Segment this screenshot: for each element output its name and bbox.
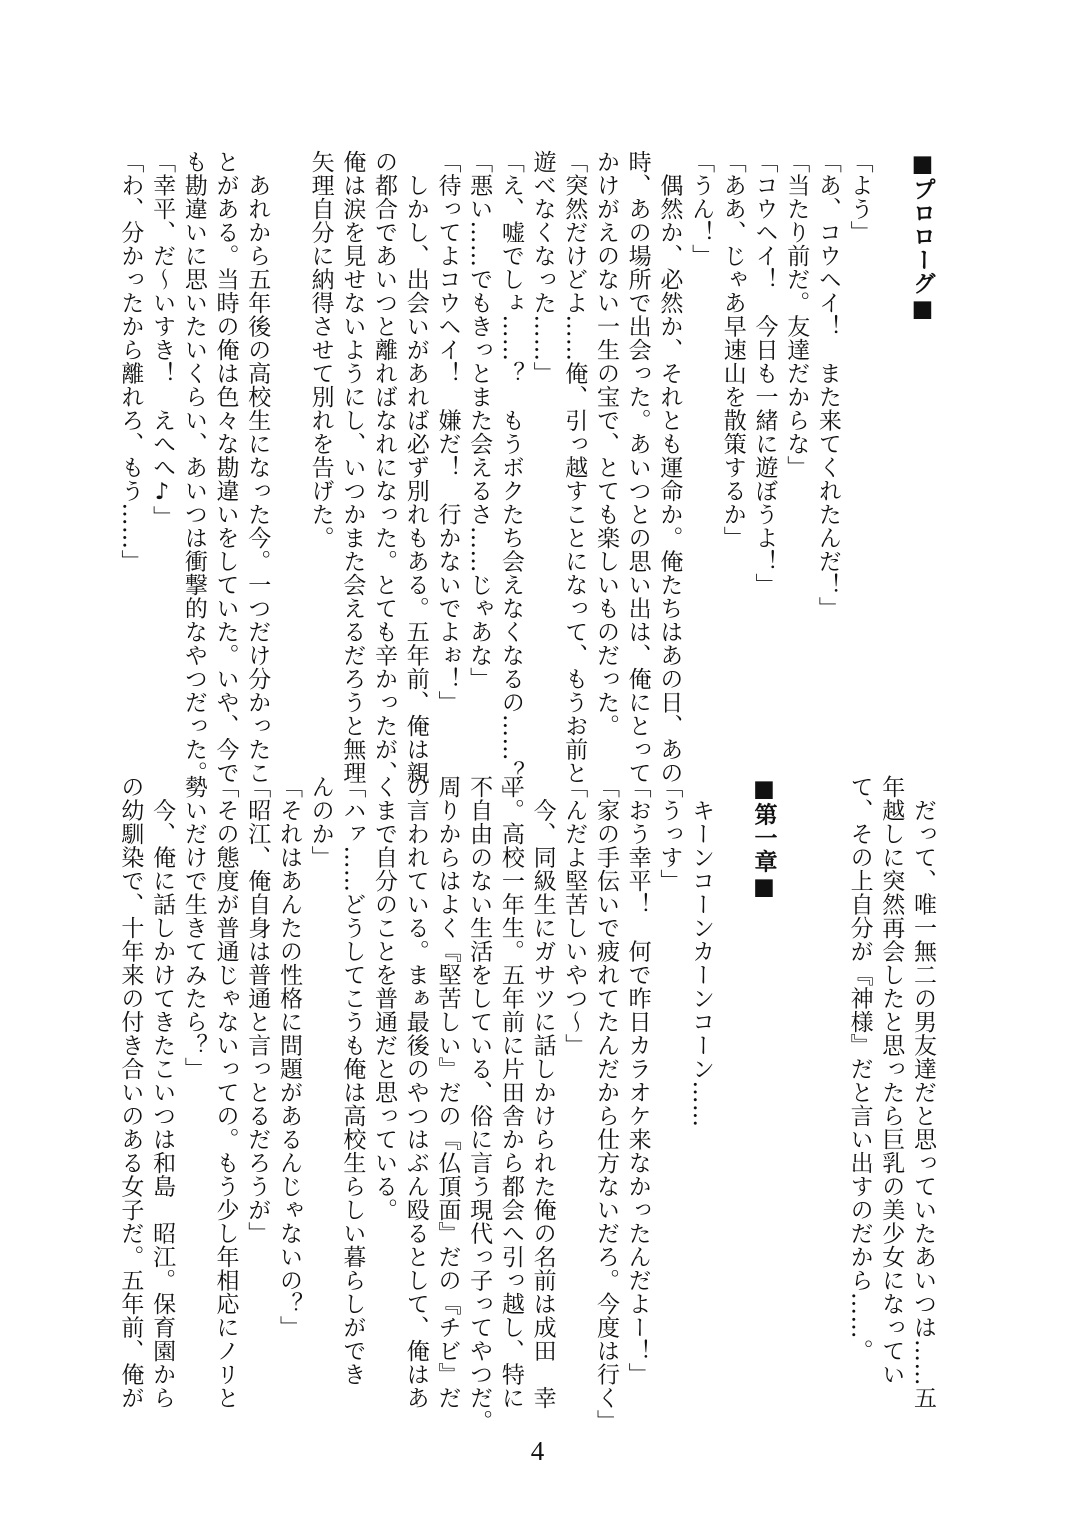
top-block-line: の都合であいつと離ればなれになった。とても辛かったが、 [371,150,398,785]
page-number: 4 [530,1436,545,1466]
top-block-line: 「よう」 [846,150,873,244]
top-block-line: 「突然だけどよ……俺、引っ越すことになって、もうお前と [561,150,588,785]
top-block-line: かけがえのない一生の宝で、とても楽しいものだった。 [592,150,619,738]
bottom-block-line: 「おう幸平！ 何で昨日カラオケ来なかったんだよー！」 [624,775,651,1386]
bottom-block-line: 「んだよ堅苦しいやつ〜」 [561,775,588,1057]
bottom-block-line: 周りからはよく『堅苦しい』だの『仏頂面』だの『チビ』だ [434,775,461,1410]
top-block-line: 「わ、分かったから離れろ、もう……」 [117,150,144,573]
bottom-block-line: 今、同級生にガサツに話しかけられた俺の名前は成田 幸 [529,775,556,1410]
bottom-block-line: 「その態度が普通じゃないっての。もう少し年相応にノリと [212,775,239,1410]
bottom-block-line: の言われている。まぁ最後のやつはぶん殴るとして、俺はあ [402,775,429,1410]
top-block-line: 俺は涙を見せないようにし、いつかまた会えるだろうと無理 [339,150,366,785]
bottom-block-line: だって、唯一無二の男友達だと思っていたあいつは……五 [910,775,936,1410]
top-block-line: 「待ってよコウヘイ！ 嫌だ！ 行かないでよぉ！」 [434,150,461,714]
bottom-block-line: 「うっす」 [656,775,683,893]
top-block-line: 遊べなくなった……」 [529,150,556,385]
bottom-block-line: 「ハァ……どうしてこうも俺は高校生らしい暮らしができ [339,775,366,1386]
bottom-block-line: 不自由のない生活をしている、俗に言う現代っ子ってやつだ。 [466,775,493,1433]
bottom-block-line: 「家の手伝いで疲れてたんだから仕方ないだろ。今度は行く」 [592,775,619,1433]
bottom-block-line: の幼馴染で、十年来の付き合いのある女子だ。五年前、俺が [117,775,144,1410]
top-block-line: も勘違いに思いたいくらい、あいつは衝撃的なやつだった。 [180,150,207,785]
top-block-line: あれから五年後の高校生になった今。一つだけ分かったこ [244,150,271,785]
top-block-line: とがある。当時の俺は色々な勘違いをしていた。いや、今で [212,150,239,785]
top-block-line: 「うん！」 [688,150,715,268]
bottom-block-line: 「昭江、俺自身は普通と言っとるだろうが」 [244,775,271,1245]
top-block-line: 「幸平、だ〜いすき！ えへへ♪」 [149,150,176,529]
top-block-line: 偶然か、必然か、それとも運命か。俺たちはあの日、あの [656,150,683,785]
top-block-line: 時、あの場所で出会った。あいつとの思い出は、俺にとって [624,150,651,785]
bottom-block-line: 年越しに突然再会したと思ったら巨乳の美少女になってい [878,775,905,1386]
section-heading: ■第一章■ [750,775,778,901]
bottom-block-line: 勢いだけで生きてみたら？」 [180,775,207,1081]
bottom-block-line: て、その上自分が『神様』だと言い出すのだから……。 [846,775,873,1363]
bottom-block-line: くまで自分のことを普通だと思っている。 [371,775,398,1222]
top-block-line: 「当たり前だ。友達だからな」 [783,150,810,479]
bottom-block-line: 今、俺に話しかけてきたこいつは和島 昭江。保育園から [149,775,176,1410]
top-text-block [117,150,938,808]
top-block-line: 「コウヘイ！ 今日も一緒に遊ぼうよ！」 [751,150,778,597]
bottom-block-line: キーンコーンカーンコーン…… [688,775,715,1128]
top-block-line: 「あ、コウヘイ！ また来てくれたんだ！」 [814,150,841,620]
top-block-line: 「ああ、じゃあ早速山を散策するか」 [719,150,746,550]
top-block-line: 矢理自分に納得させて別れを告げた。 [307,150,334,550]
bottom-text-block [117,775,938,1433]
bottom-block-line: 「それはあんたの性格に問題があるんじゃないの？」 [275,775,302,1339]
bottom-block-line: 平。高校一年生。五年前に片田舎から都会へ引っ越し、特に [497,775,524,1410]
top-block-line: 「え、嘘でしょ……？ もうボクたち会えなくなるの……？」 [497,150,524,808]
section-heading: ■プロローグ■ [909,150,936,323]
bottom-block-line: んのか」 [307,775,334,869]
top-block-line: しかし、出会いがあれば必ず別れもある。五年前、俺は親 [402,150,429,785]
top-block-line: 「悪い……でもきっとまた会えるさ……じゃあな」 [466,150,493,691]
